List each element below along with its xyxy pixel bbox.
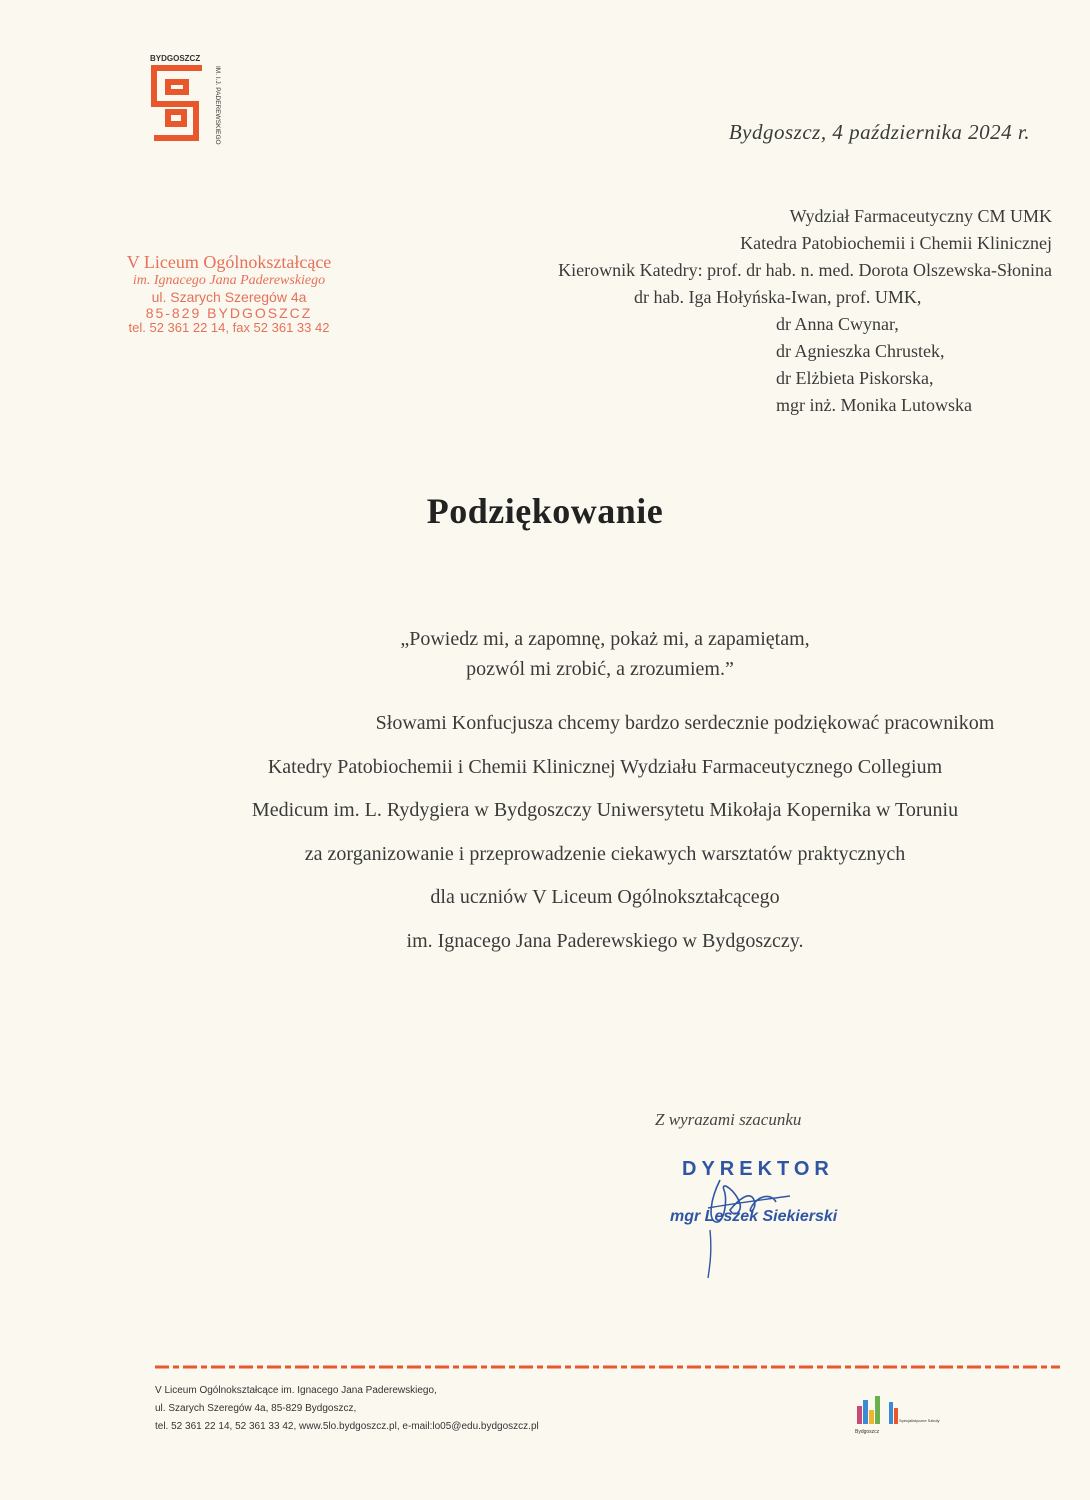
body-line: za zorganizowanie i przeprowadzenie ciekawych warsztatów praktycznych <box>304 842 906 865</box>
svg-text:BYDGOSZCZ: BYDGOSZCZ <box>150 54 201 63</box>
recipient-line: Katedra Patobiochemii i Chemii Klinicznej <box>740 233 1052 253</box>
svg-text:Bydgoszcz: Bydgoszcz <box>855 1429 880 1435</box>
body-line: Katedry Patobiochemii i Chemii Klinicznej Wydziału Farmaceutycznego Collegium <box>267 755 943 778</box>
closing-salutation: Z wyrazami szacunku <box>655 1110 802 1129</box>
svg-text:Specjalistyczne Szkoły: Specjalistyczne Szkoły <box>899 1418 940 1423</box>
stamp-line: im. Ignacego Jana Paderewskiego <box>132 272 326 288</box>
body-line: Medicum im. L. Rydygiera w Bydgoszczy Uniwersytetu Mikołaja Kopernika w Toruniu <box>251 799 959 821</box>
footer-address <box>155 1382 775 1436</box>
letter-title: Podziękowanie <box>426 491 664 531</box>
recipient-line: dr hab. Iga Hołyńska-Iwan, prof. UMK, <box>634 287 922 307</box>
recipients-block <box>410 203 1052 419</box>
body-line: dla uczniów V Liceum Ogólnokształcącego <box>430 886 780 908</box>
letter-body <box>150 702 1060 963</box>
letter-date: Bydgoszcz, 4 października 2024 r. <box>728 120 1030 144</box>
footer-line: V Liceum Ogólnokształcące im. Ignacego Jana Paderewskiego, <box>155 1385 437 1396</box>
recipient-line: mgr inż. Monika Lutowska <box>776 395 972 415</box>
footer-divider <box>155 1365 1060 1369</box>
recipient-line: dr Elżbieta Piskorska, <box>776 368 934 388</box>
stamp-line: 85-829 BYDGOSZCZ <box>145 304 313 321</box>
stamp-line: ul. Szarych Szeregów 4a <box>151 288 307 305</box>
stamp-line: tel. 52 361 22 14, fax 52 361 33 42 <box>128 319 330 335</box>
recipient-line: dr Anna Cwynar, <box>776 314 899 334</box>
quote-line: pozwól mi zrobić, a zrozumiem.” <box>466 658 734 680</box>
school-stamp <box>104 252 354 336</box>
director-name: mgr Leszek Siekierski <box>670 1208 838 1225</box>
recipient-line: dr Agnieszka Chrustek, <box>776 341 945 361</box>
body-line: Słowami Konfucjusza chcemy bardzo serdecznie podziękować pracownikom <box>375 712 995 734</box>
school-logo <box>148 52 228 148</box>
recipient-line: Kierownik Katedry: prof. dr hab. n. med. Dorota Olszewska-Słonina <box>558 260 1052 280</box>
footer-logos <box>855 1392 940 1436</box>
footer-line: ul. Szarych Szeregów 4a, 85-829 Bydgoszcz, <box>155 1403 357 1414</box>
footer-line: tel. 52 361 22 14, 52 361 33 42, www.5lo.bydgoszcz.pl, e-mail:lo05@edu.bydgoszcz.pl <box>155 1421 539 1432</box>
body-line: im. Ignacego Jana Paderewskiego w Bydgoszczy. <box>406 929 804 952</box>
quote-line: „Powiedz mi, a zapomnę, pokaż mi, a zapamiętam, <box>400 628 810 650</box>
recipient-line: Wydział Farmaceutyczny CM UMK <box>789 206 1052 226</box>
confucius-quote <box>0 624 1090 684</box>
director-title: DYREKTOR <box>682 1158 834 1180</box>
stamp-line: V Liceum Ogólnokształcące <box>126 252 332 272</box>
svg-text:IM. I.J. PADEREWSKIEGO: IM. I.J. PADEREWSKIEGO <box>214 66 221 145</box>
